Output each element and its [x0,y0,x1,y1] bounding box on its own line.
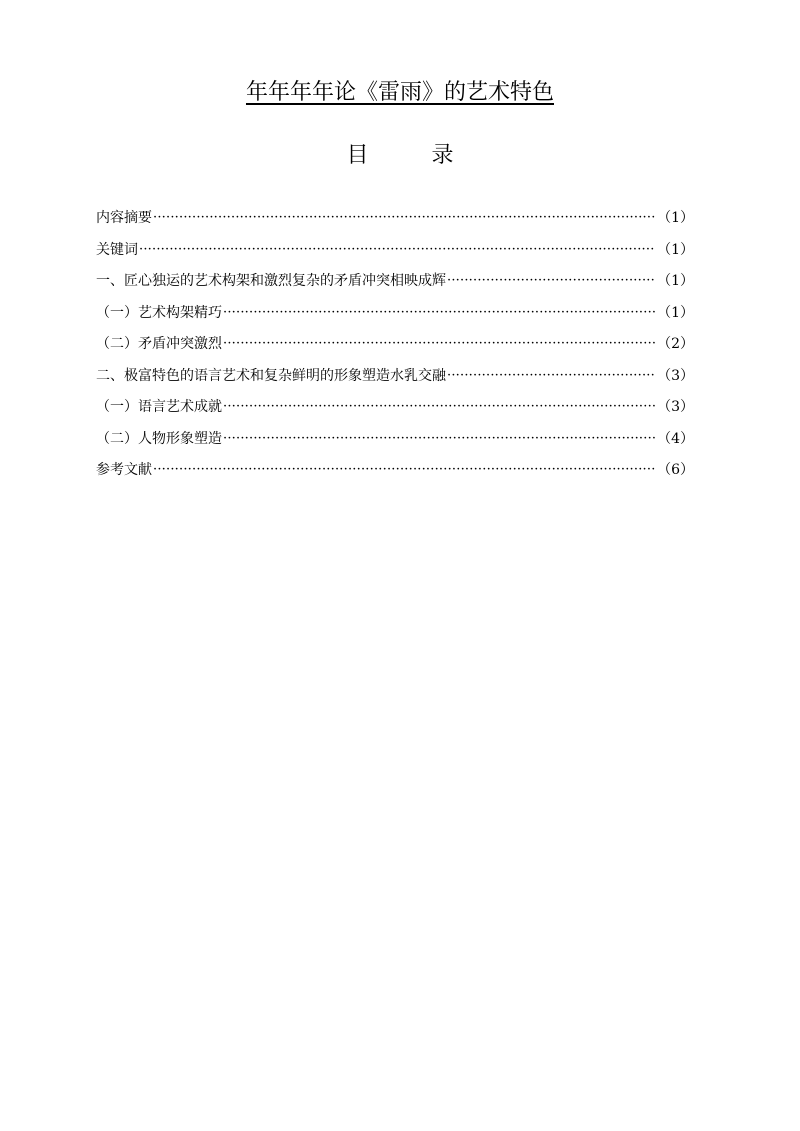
toc-entry-page: （2） [657,336,694,352]
toc-dot-leader [223,423,655,455]
toc-entry[interactable] [96,424,694,456]
toc-dot-leader [447,265,655,297]
toc-entry-label: （一）艺术构架精巧 [96,304,222,321]
toc-dot-leader [223,391,655,423]
toc-entry-page: （1） [657,241,694,258]
document-title [0,78,800,108]
toc-entry[interactable] [96,392,694,424]
toc-entry-page: （1） [657,210,694,226]
toc-entry-label: （二）矛盾冲突激烈 [96,336,222,352]
toc-entry-page: （6） [657,462,694,478]
toc-dot-leader [153,202,655,234]
toc-entry[interactable] [96,361,694,393]
toc-entry-page: （4） [657,430,694,447]
toc-entry[interactable] [96,298,694,330]
toc-entry-label: 参考文献 [96,462,152,478]
toc-entry-page: （1） [657,273,694,289]
toc-entry[interactable] [96,329,694,361]
toc-dot-leader [153,454,655,486]
toc-heading: 目 录 [346,143,482,168]
toc-dot-leader [223,328,655,360]
toc-entry[interactable] [96,235,694,267]
toc-entry-label: （二）人物形象塑造 [96,430,222,447]
toc-entry[interactable] [96,455,694,487]
toc-entry-page: （3） [657,367,694,384]
toc-entry-label: 关键词 [96,241,138,258]
toc-dot-leader [139,234,655,266]
toc-entry-label: 内容摘要 [96,210,152,226]
toc-entry[interactable] [96,203,694,235]
toc-dot-leader [223,297,655,329]
toc-entry-label: （一）语言艺术成就 [96,399,222,415]
toc-entry-label: 一、匠心独运的艺术构架和激烈复杂的矛盾冲突相映成辉 [96,273,446,289]
toc-entry-page: （3） [657,399,694,415]
toc-entry[interactable] [96,266,694,298]
table-of-contents [96,203,694,487]
toc-entry-page: （1） [657,304,694,321]
toc-dot-leader [447,360,655,392]
toc-entry-label: 二、极富特色的语言艺术和复杂鲜明的形象塑造水乳交融 [96,367,446,384]
document-title-text: 年年年年论《雷雨》的艺术特色 [245,80,554,105]
